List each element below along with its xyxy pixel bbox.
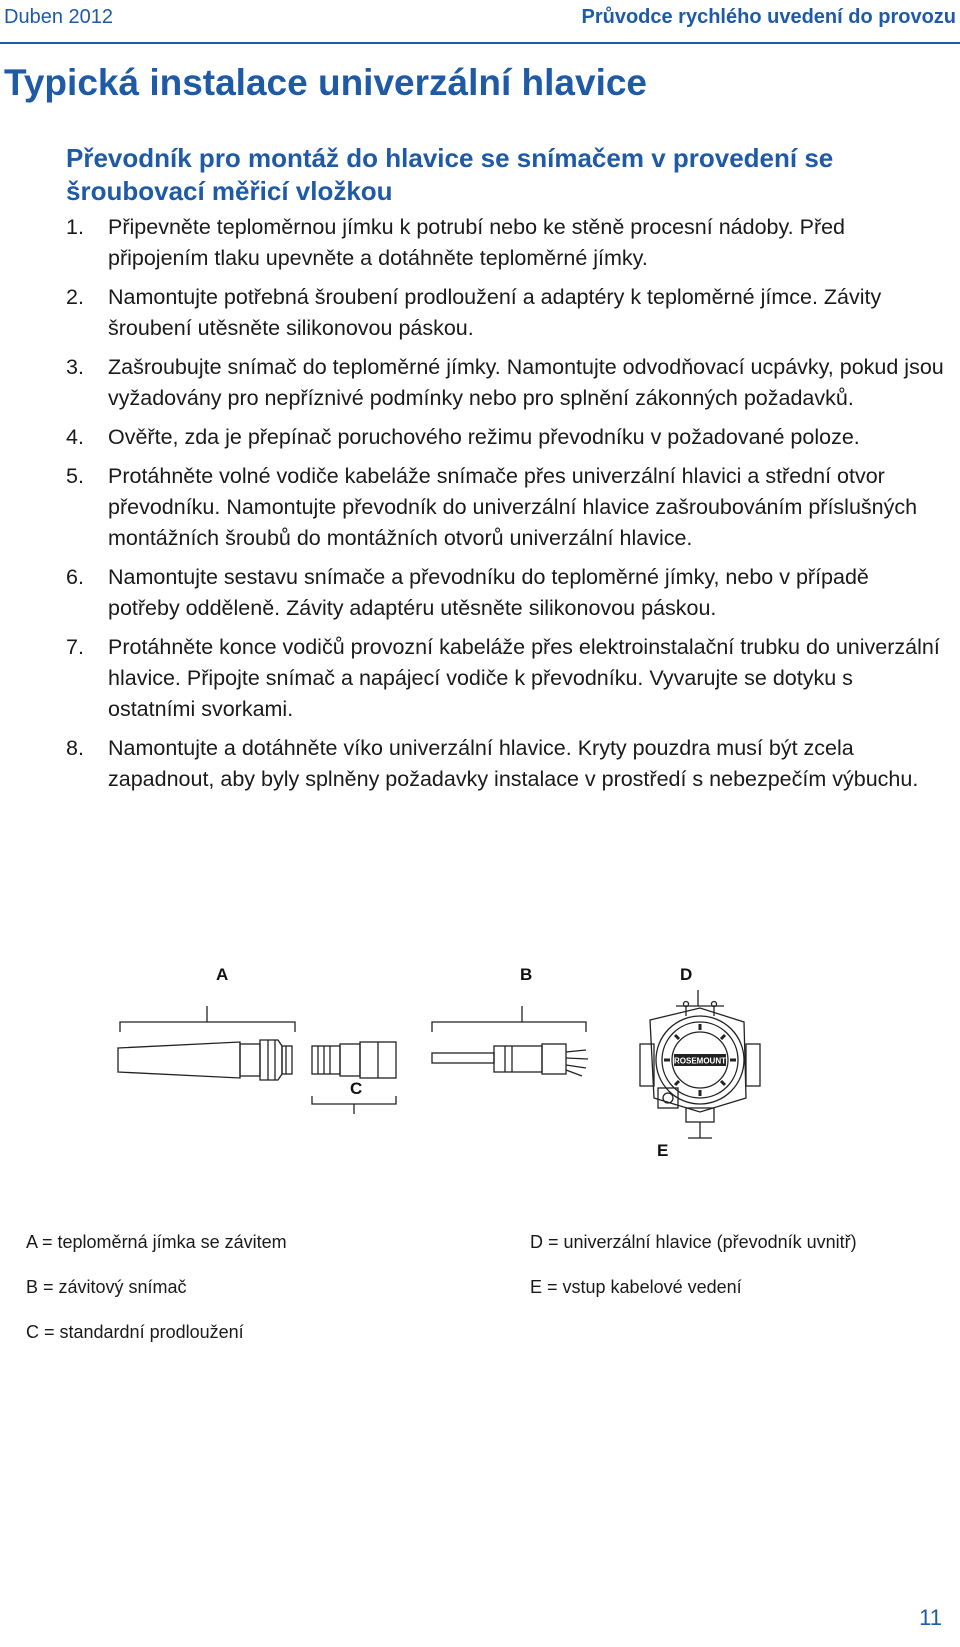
label-c: C xyxy=(350,1079,363,1098)
step-text: Protáhněte volné vodiče kabeláže snímače přes univerzální hlavici a střední otvor převodníku. Namontujte převodník do univerzální hlavice zašroubováním příslušných montážních šroubů do montážních otvorů univerzální hlavice. xyxy=(108,464,918,550)
section-title: Převodník pro montáž do hlavice se snímačem v provedení se šroubovací měřicí vložkou xyxy=(66,143,834,206)
label-b: B xyxy=(520,965,533,984)
legend-b: B = závitový snímač xyxy=(26,1277,187,1297)
legend-a: A = teploměrná jímka se závitem xyxy=(26,1232,287,1252)
step-number: 5. xyxy=(66,464,84,488)
step-text: Namontujte sestavu snímače a převodníku do teploměrné jímky, nebo v případě potřeby odděleně. Závity adaptéru utěsněte silikonovou páskou. xyxy=(108,565,869,620)
header-divider xyxy=(0,42,960,44)
legend-c: C = standardní prodloužení xyxy=(26,1322,244,1342)
step-text: Zašroubujte snímač do teploměrné jímky. Namontujte odvodňovací ucpávky, pokud jsou vyžadovány pro nepříznivé podmínky nebo pro splnění zákonných požadavků. xyxy=(108,355,944,410)
page-title: Typická instalace univerzální hlavice xyxy=(4,62,648,103)
header-date: Duben 2012 xyxy=(4,6,113,28)
page-number: 11 xyxy=(919,1605,942,1630)
step-number: 4. xyxy=(66,425,84,449)
step-number: 3. xyxy=(66,355,84,379)
installation-steps xyxy=(66,212,946,803)
legend-e: E = vstup kabelové vedení xyxy=(530,1277,742,1297)
step-4 xyxy=(66,422,946,453)
step-text: Protáhněte konce vodičů provozní kabeláže přes elektroinstalační trubku do univerzální hlavice. Připojte snímač a napájecí vodiče k převodníku. Vyvarujte se dotyku s ostatními svorkami. xyxy=(108,635,940,721)
step-number: 7. xyxy=(66,635,84,659)
step-number: 2. xyxy=(66,285,84,309)
label-a: A xyxy=(216,965,229,984)
extension-drawing xyxy=(312,1042,396,1078)
step-6 xyxy=(66,562,946,624)
step-7 xyxy=(66,632,946,725)
label-d: D xyxy=(680,965,693,984)
installation-diagram xyxy=(50,960,910,1210)
sensor-drawing xyxy=(432,1044,588,1076)
step-number: 6. xyxy=(66,565,84,589)
step-1 xyxy=(66,212,946,274)
step-3 xyxy=(66,352,946,414)
legend-d: D = univerzální hlavice (převodník uvnitř) xyxy=(530,1232,857,1252)
step-text: Připevněte teploměrnou jímku k potrubí nebo ke stěně procesní nádoby. Před připojením tlaku upevněte a dotáhněte teploměrné jímky. xyxy=(108,215,846,270)
step-number: 8. xyxy=(66,736,84,760)
step-number: 1. xyxy=(66,215,84,239)
header-guide-title: Průvodce rychlého uvedení do provozu xyxy=(581,6,956,28)
step-text: Ověřte, zda je přepínač poruchového režimu převodníku v požadované poloze. xyxy=(108,425,860,449)
step-8 xyxy=(66,733,946,795)
step-text: Namontujte potřebná šroubení prodloužení a adaptéry k teploměrné jímce. Závity šroubení utěsněte silikonovou páskou. xyxy=(108,285,882,340)
brand-text: ROSEMOUNT xyxy=(674,1056,726,1066)
label-e: E xyxy=(657,1141,669,1160)
step-text: Namontujte a dotáhněte víko univerzální hlavice. Kryty pouzdra musí být zcela zapadnout, aby byly splněny požadavky instalace v prostředí s nebezpečím výbuchu. xyxy=(108,736,919,791)
thermowell-drawing xyxy=(118,1040,292,1080)
step-5 xyxy=(66,461,946,554)
step-2 xyxy=(66,282,946,344)
